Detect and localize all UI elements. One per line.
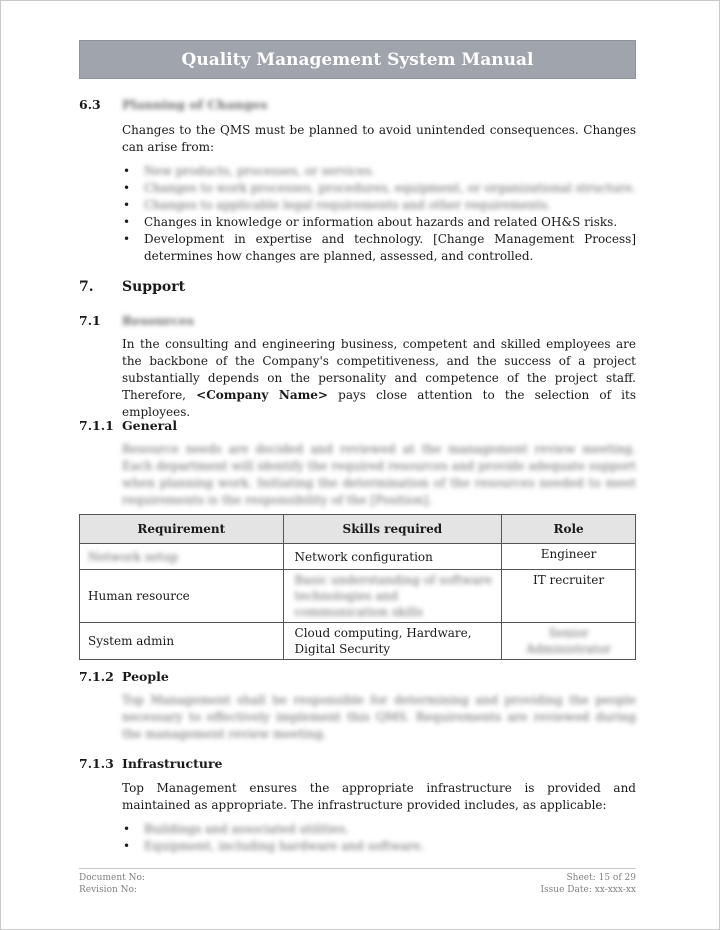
document-number-label: Document No: — [79, 873, 145, 883]
section-7-1-3-bullet-list — [122, 821, 636, 855]
column-header-role: Role — [502, 515, 636, 544]
section-7-1-number: 7.1 — [79, 313, 101, 328]
section-7-1-1-title: General — [122, 418, 178, 433]
list-item: • Equipment, including hardware and software. — [122, 838, 636, 855]
section-7-number: 7. — [79, 279, 94, 295]
table-row — [80, 544, 636, 570]
footer-left — [79, 872, 145, 896]
list-item: • Changes to applicable legal requirements and other requirements. — [122, 197, 636, 214]
section-7-1-2-number: 7.1.2 — [79, 669, 114, 684]
table-row — [80, 570, 636, 623]
column-header-skills: Skills required — [283, 515, 502, 544]
list-item: • Buildings and associated utilities. — [122, 821, 636, 838]
section-6-3-intro: Changes to the QMS must be planned to avoid unintended consequences. Changes can arise from: — [122, 123, 636, 154]
table-cell: Basic understanding of software technologies and communication skills — [283, 570, 502, 623]
footer-divider — [79, 868, 636, 869]
table-header-row — [80, 515, 636, 544]
table-cell: System admin — [80, 623, 284, 660]
footer-right — [541, 872, 637, 896]
section-7-1-title: Resources — [122, 313, 194, 328]
section-7-1-3-number: 7.1.3 — [79, 756, 114, 771]
section-6-3-number: 6.3 — [79, 97, 101, 112]
requirements-table — [79, 514, 636, 660]
document-title: Quality Management System Manual — [181, 49, 534, 70]
column-header-requirement: Requirement — [80, 515, 284, 544]
table-cell: Cloud computing, Hardware, Digital Security — [283, 623, 502, 660]
section-7-1-2-paragraph: Top Management shall be responsible for determining and providing the people necessary to effectively implement this QMS. Requirements are reviewed during the management review meeting. — [122, 693, 636, 741]
table-cell: Senior Administrator — [502, 623, 636, 660]
list-item: • Changes in knowledge or information about hazards and related OH&S risks. — [122, 214, 636, 231]
list-item: • Development in expertise and technology. [Change Management Process] determines how changes are planned, assessed, and controlled. — [122, 231, 636, 265]
list-item: • Changes to work processes, procedures, equipment, or organizational structure. — [122, 180, 636, 197]
section-7-1-3-title: Infrastructure — [122, 756, 223, 771]
list-item: • New products, processes, or services. — [122, 163, 636, 180]
section-7-1-1-paragraph: Resource needs are decided and reviewed at the management review meeting. Each department will identify the required resources and provide adequate support when planning work. Initiating the determination of the resources needed to meet requirements is the responsibility of the [Position]. — [122, 442, 636, 507]
sheet-number: Sheet: 15 of 29 — [566, 873, 636, 883]
table-cell: Engineer — [502, 544, 636, 570]
revision-number-label: Revision No: — [79, 885, 137, 895]
table-cell: Human resource — [80, 570, 284, 623]
table-cell: IT recruiter — [502, 570, 636, 623]
section-7-title: Support — [122, 279, 186, 295]
table-cell: Network configuration — [283, 544, 502, 570]
section-7-1-2-title: People — [122, 669, 169, 684]
document-title-bar — [79, 40, 636, 79]
section-7-1-paragraph: In the consulting and engineering business, competent and skilled employees are the backbone of the Company's competitiveness, and the success of a project substantially depends on the personality and competence of the project staff. Therefore, <Company Name> pays close attention to the selection of its employees. — [122, 337, 637, 419]
section-6-3-bullet-list — [122, 163, 636, 265]
table-row — [80, 623, 636, 660]
issue-date: Issue Date: xx-xxx-xx — [540, 885, 636, 895]
section-7-1-3-paragraph: Top Management ensures the appropriate infrastructure is provided and maintained as appropriate. The infrastructure provided includes, as applicable: — [122, 781, 636, 812]
company-name: <Company Name> — [196, 388, 328, 402]
section-6-3-title: Planning of Changes — [122, 97, 268, 112]
section-7-1-1-number: 7.1.1 — [79, 418, 114, 433]
table-cell: Network setup — [80, 544, 284, 570]
